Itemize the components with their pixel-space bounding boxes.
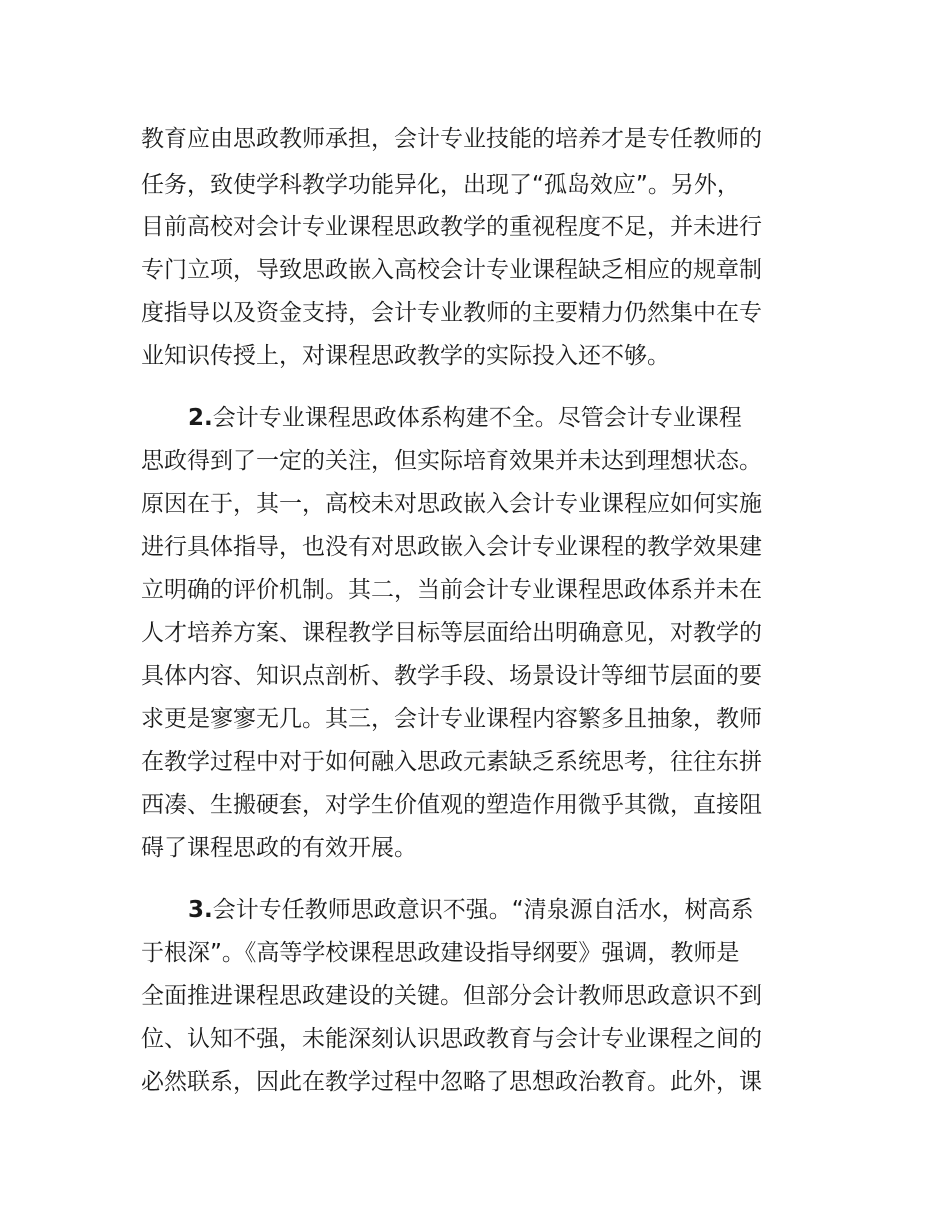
paragraph-1-line-1: 教育应由思政教师承担，会计专业技能的培养才是专任教师的 [141, 126, 762, 152]
paragraph-3-line-5: 必然联系，因此在教学过程中忽略了思想政治教育。此外，课 [141, 1069, 762, 1095]
paragraph-3-line-3: 全面推进课程思政建设的关键。但部分会计教师思政意识不到 [141, 983, 762, 1009]
paragraph-2-line-9: 在教学过程中对于如何融入思政元素缺乏系统思考，往往东拼 [141, 749, 762, 775]
paragraph-2-heading-text: 会计专业课程思政体系构建不全。尽管会计专业课程 [212, 405, 742, 431]
paragraph-2-line-7: 具体内容、知识点剖析、教学手段、场景设计等细节层面的要 [141, 663, 762, 689]
paragraph-2-line-4: 进行具体指导，也没有对思政嵌入会计专业课程的教学效果建 [141, 534, 762, 560]
paragraph-2-line-2: 思政得到了一定的关注，但实际培育效果并未达到理想状态。 [141, 448, 762, 474]
paragraph-2-number: 2. [188, 405, 213, 431]
paragraph-3-number: 3. [188, 897, 213, 923]
paragraph-1-line-6: 业知识传授上，对课程思政教学的实际投入还不够。 [141, 343, 670, 369]
paragraph-1-line-2: 任务，致使学科教学功能异化，出现了“孤岛效应”。另外， [141, 172, 740, 198]
paragraph-3-first-line [188, 895, 754, 925]
paragraph-2-line-8: 求更是寥寥无几。其三，会计专业课程内容繁多且抽象，教师 [141, 706, 762, 732]
paragraph-3-line-2: 于根深”。《高等学校课程思政建设指导纲要》强调，教师是 [141, 940, 740, 966]
paragraph-1-line-4: 专门立项，导致思政嵌入高校会计专业课程缺乏相应的规章制 [141, 257, 762, 283]
paragraph-3-line-4: 位、认知不强，未能深刻认识思政教育与会计专业课程之间的 [141, 1026, 762, 1052]
paragraph-1-line-3: 目前高校对会计专业课程思政教学的重视程度不足，并未进行 [141, 214, 762, 240]
paragraph-2-line-10: 西凑、生搬硬套，对学生价值观的塑造作用微乎其微，直接阻 [141, 792, 762, 818]
paragraph-1-line-5: 度指导以及资金支持，会计专业教师的主要精力仍然集中在专 [141, 300, 762, 326]
paragraph-2-first-line [188, 403, 742, 433]
paragraph-2-line-11: 碍了课程思政的有效开展。 [141, 835, 417, 861]
paragraph-2-line-3: 原因在于，其一，高校未对思政嵌入会计专业课程应如何实施 [141, 491, 762, 517]
paragraph-2-line-6: 人才培养方案、课程教学目标等层面给出明确意见，对教学的 [141, 620, 762, 646]
paragraph-2-line-5: 立明确的评价机制。其二，当前会计专业课程思政体系并未在 [141, 577, 762, 603]
paragraph-3-heading-text: 会计专任教师思政意识不强。“清泉源自活水，树高系 [212, 897, 754, 923]
